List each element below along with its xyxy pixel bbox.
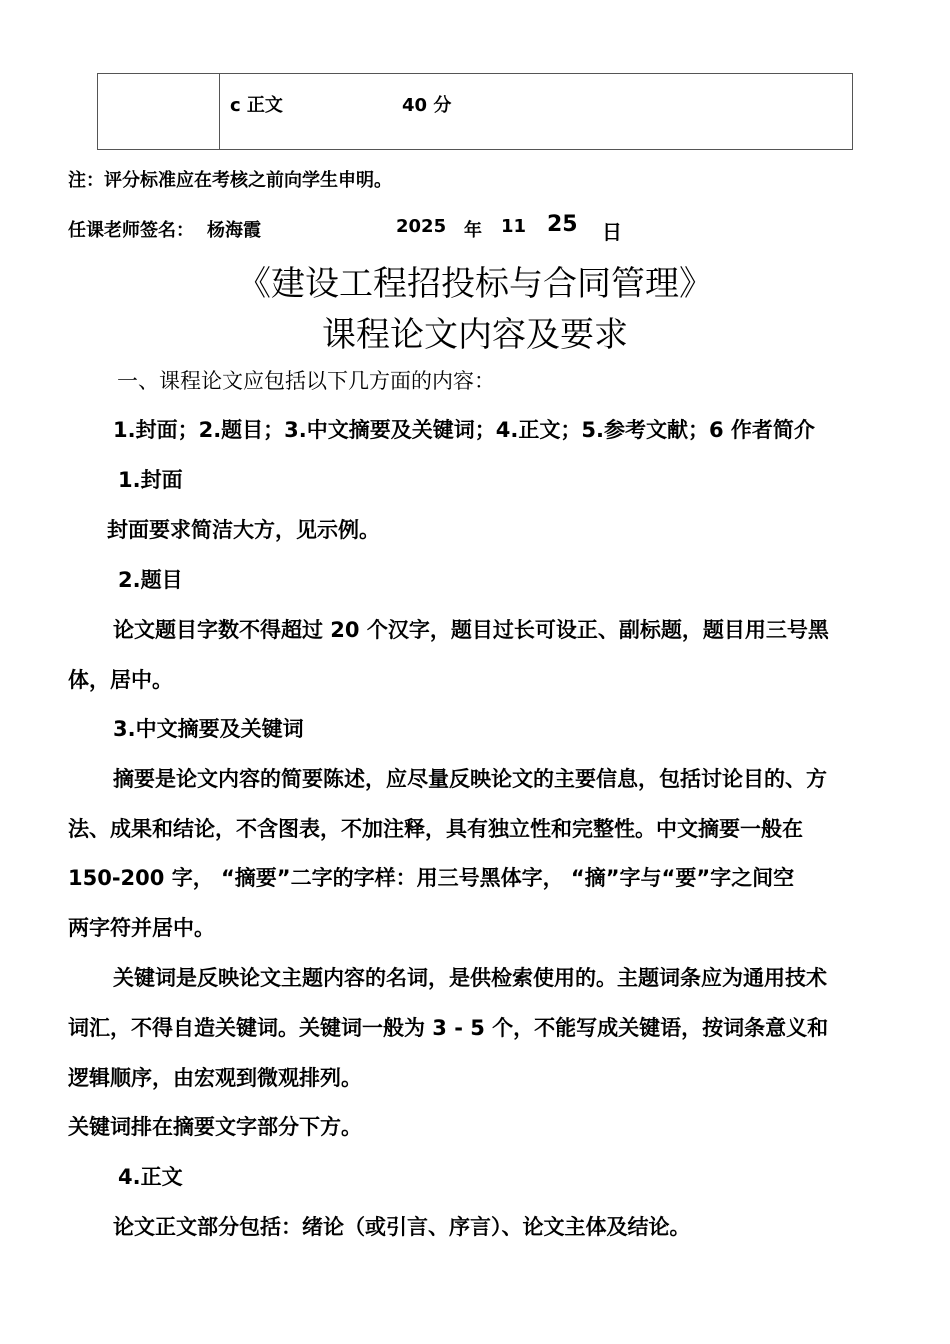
keywords-line-1: 关键词是反映论文主题内容的名词，是供检索使用的。主题词条应为通用技术	[113, 966, 827, 990]
cover-heading: 1.封面	[118, 468, 183, 492]
topic-line-2: 体，居中。	[68, 668, 173, 692]
teacher-signature-label: 任课老师签名：	[68, 220, 194, 241]
topic-heading: 2.题目	[118, 568, 183, 592]
abstract-line-1: 摘要是论文内容的简要陈述，应尽量反映论文的主要信息，包括讨论目的、方	[113, 767, 827, 791]
date-year-unit: 年	[464, 220, 482, 241]
table-cell-score: 40 分	[402, 95, 452, 116]
score-table	[97, 73, 853, 150]
document-title-line1: 《建设工程招投标与合同管理》	[237, 264, 713, 304]
date-year: 2025	[396, 216, 447, 237]
abstract-line-2: 法、成果和结论，不含图表，不加注释，具有独立性和完整性。中文摘要一般在	[68, 817, 803, 841]
keywords-line-2: 词汇，不得自造关键词。关键词一般为 3 - 5 个，不能写成关键语，按词条意义和	[68, 1016, 829, 1040]
document-title-line2: 课程论文内容及要求	[322, 315, 628, 355]
keywords-line-4: 关键词排在摘要文字部分下方。	[68, 1115, 362, 1139]
date-month: 11	[501, 216, 527, 237]
teacher-name: 杨海霞	[207, 220, 261, 241]
contents-list: 1.封面；2.题目；3.中文摘要及关键词；4.正文；5.参考文献；6 作者简介	[113, 418, 815, 442]
topic-line-1: 论文题目字数不得超过 20 个汉字，题目过长可设正、副标题，题目用三号黑	[113, 618, 829, 642]
date-day: 25	[547, 212, 578, 237]
keywords-line-3: 逻辑顺序，由宏观到微观排列。	[68, 1066, 362, 1090]
table-divider	[219, 74, 220, 149]
abstract-heading: 3.中文摘要及关键词	[113, 717, 304, 741]
main-text-heading: 4.正文	[118, 1165, 183, 1189]
abstract-line-4: 两字符并居中。	[68, 916, 215, 940]
date-day-unit: 日	[602, 220, 622, 244]
cover-text: 封面要求简洁大方，见示例。	[107, 518, 380, 542]
table-cell-label: c 正文	[230, 95, 283, 116]
main-text-line: 论文正文部分包括：绪论（或引言、序言）、论文主体及结论。	[113, 1215, 691, 1239]
section1-heading: 一、课程论文应包括以下几方面的内容：	[117, 369, 495, 393]
abstract-line-3: 150-200 字， “摘要”二字的字样：用三号黑体字， “摘”字与“要”字之间空	[68, 866, 795, 890]
grading-note: 注：评分标准应在考核之前向学生申明。	[68, 170, 392, 191]
